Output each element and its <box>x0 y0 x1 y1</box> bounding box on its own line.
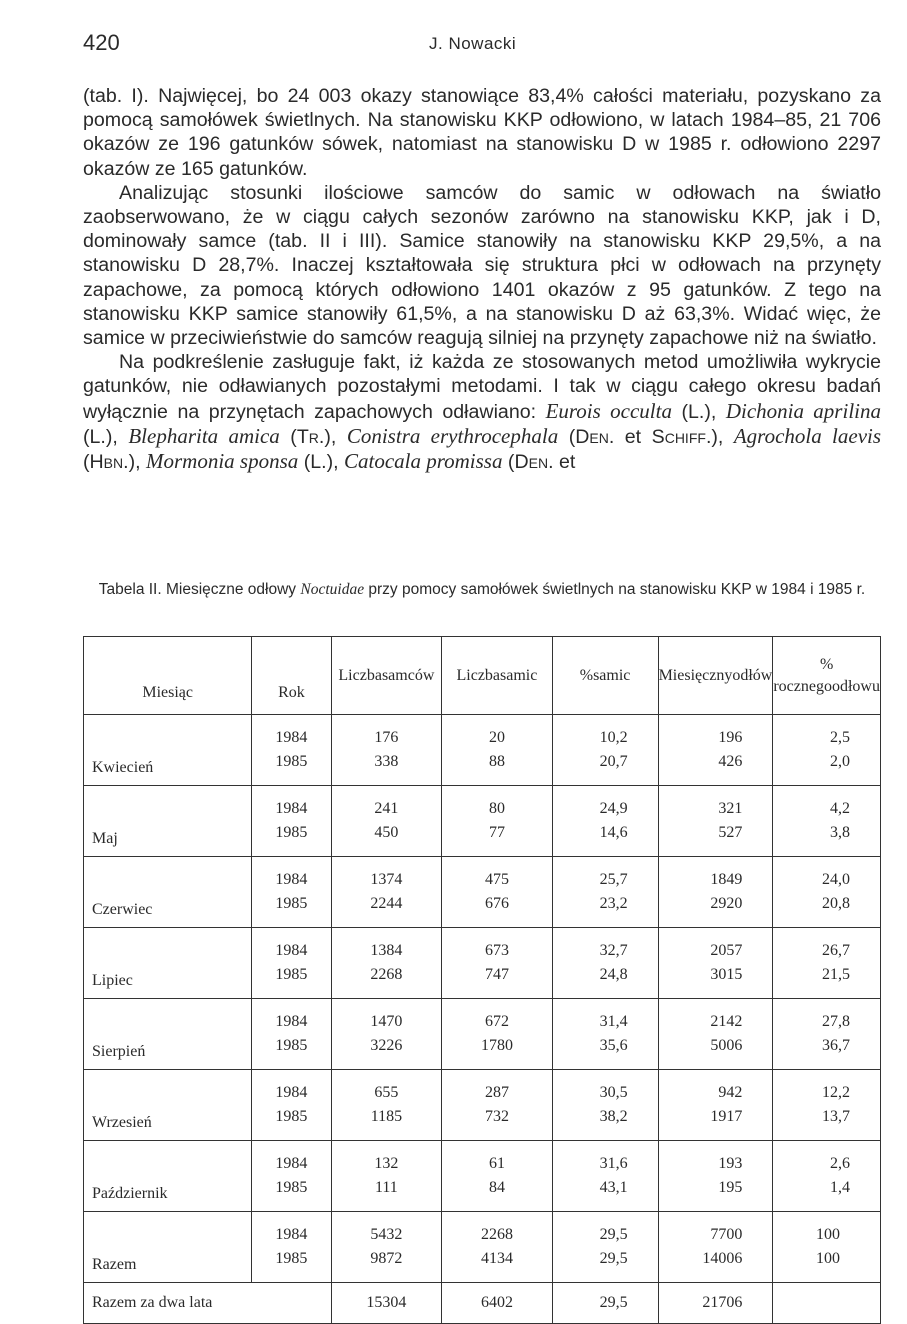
pct-cell <box>552 999 658 1070</box>
roczny-cell <box>773 1141 881 1212</box>
pct-value: 29,5 <box>599 1250 628 1267</box>
total-samice: 6402 <box>442 1283 552 1324</box>
pct-value: 10,2 <box>599 729 628 746</box>
p3-text: (L.), <box>671 400 726 423</box>
p3-text: . et <box>608 425 652 448</box>
pct-cell <box>552 1070 658 1141</box>
odlow-value: 14006 <box>702 1250 743 1267</box>
roczny-value: 2,6 <box>830 1155 850 1172</box>
samce-value: 132 <box>374 1155 399 1172</box>
odlow-value: 195 <box>718 1179 743 1196</box>
table-row <box>84 857 881 928</box>
pct-cell <box>552 1141 658 1212</box>
samice-value: 732 <box>484 1108 509 1125</box>
page-header <box>83 30 878 60</box>
month-cell: Sierpień <box>84 999 252 1070</box>
roczny-cell <box>773 999 881 1070</box>
year-value: 1984 <box>275 1013 308 1030</box>
table-header-row <box>84 637 881 715</box>
samce-value: 338 <box>374 753 399 770</box>
month-cell: Maj <box>84 786 252 857</box>
year-value: 1985 <box>275 824 308 841</box>
roczny-value: 36,7 <box>822 1037 850 1054</box>
samce-cell <box>331 928 442 999</box>
species-name: Blepharita amica <box>128 423 280 448</box>
pct-value: 14,6 <box>599 824 628 841</box>
roczny-value: 20,8 <box>822 895 850 912</box>
samce-cell <box>331 1141 442 1212</box>
samice-cell <box>442 1141 552 1212</box>
caption-taxon: Noctuidae <box>300 581 365 598</box>
samce-value: 1185 <box>370 1108 403 1125</box>
pct-cell <box>552 928 658 999</box>
header-rocznego <box>773 637 881 715</box>
author-abbrev: Tr <box>296 425 319 448</box>
header-line: odłowu <box>831 677 880 695</box>
odlow-value: 2142 <box>710 1013 743 1030</box>
p3-text: .), <box>123 451 146 474</box>
paragraph-3 <box>83 350 881 474</box>
pct-value: 24,9 <box>599 800 628 817</box>
header-line: samców <box>381 666 435 684</box>
samce-cell <box>331 786 442 857</box>
year-value: 1984 <box>275 1084 308 1101</box>
table-row <box>84 715 881 786</box>
samice-value: 88 <box>488 753 505 770</box>
roczny-value: 1,4 <box>830 1179 850 1196</box>
year-value: 1985 <box>275 966 308 983</box>
samice-cell <box>442 1212 552 1283</box>
samce-cell <box>331 857 442 928</box>
odlow-cell <box>658 786 773 857</box>
running-head-author: J. Nowacki <box>429 34 517 53</box>
roczny-value: 4,2 <box>830 800 850 817</box>
odlow-cell <box>658 928 773 999</box>
odlow-cell <box>658 1141 773 1212</box>
samice-value: 475 <box>484 871 509 888</box>
samice-value: 747 <box>484 966 509 983</box>
samce-value: 2244 <box>370 895 403 912</box>
total-pct: 29,5 <box>552 1283 658 1324</box>
year-cell <box>252 1212 331 1283</box>
species-name: Eurois occulta <box>545 398 672 423</box>
roczny-value: 24,0 <box>822 871 850 888</box>
samce-cell <box>331 1212 442 1283</box>
month-cell: Czerwiec <box>84 857 252 928</box>
roczny-cell <box>773 1212 881 1283</box>
year-cell <box>252 715 331 786</box>
pct-value: 29,5 <box>599 1226 628 1243</box>
samice-value: 61 <box>488 1155 505 1172</box>
samce-value: 1470 <box>370 1013 403 1030</box>
species-name: Agrochola laevis <box>733 423 882 448</box>
odlow-value: 1849 <box>710 871 743 888</box>
table-total-row <box>84 1283 881 1324</box>
samce-cell <box>331 1070 442 1141</box>
pct-value: 23,2 <box>599 895 628 912</box>
samice-cell <box>442 786 552 857</box>
samice-cell <box>442 999 552 1070</box>
year-value: 1984 <box>275 942 308 959</box>
year-value: 1984 <box>275 1155 308 1172</box>
p3-text: (L.), <box>83 425 129 448</box>
odlow-value: 3015 <box>710 966 743 983</box>
header-line: odłów <box>732 666 773 684</box>
page-number: 420 <box>83 30 120 55</box>
samce-value: 111 <box>374 1179 398 1196</box>
odlow-value: 193 <box>718 1155 743 1172</box>
roczny-value: 26,7 <box>822 942 850 959</box>
pct-cell <box>552 715 658 786</box>
odlow-cell <box>658 999 773 1070</box>
samice-value: 77 <box>488 824 505 841</box>
roczny-cell <box>773 1070 881 1141</box>
samice-value: 4134 <box>480 1250 513 1267</box>
samice-value: 672 <box>484 1013 509 1030</box>
species-name: Dichonia aprilina <box>725 398 881 423</box>
header-line: Miesięczny <box>658 666 733 684</box>
samce-value: 3226 <box>370 1037 403 1054</box>
pct-value: 43,1 <box>599 1179 628 1196</box>
samice-value: 2268 <box>480 1226 513 1243</box>
pct-value: 25,7 <box>599 871 628 888</box>
p3-text: .), <box>318 425 347 448</box>
header-line: samic <box>500 666 538 684</box>
samice-cell <box>442 928 552 999</box>
odlow-value: 2920 <box>710 895 743 912</box>
samce-value: 5432 <box>370 1226 403 1243</box>
roczny-cell <box>773 786 881 857</box>
samce-value: 241 <box>374 800 399 817</box>
samce-value: 176 <box>374 729 399 746</box>
table-row <box>84 1070 881 1141</box>
odlow-value: 7700 <box>710 1226 743 1243</box>
month-cell: Kwiecień <box>84 715 252 786</box>
roczny-cell <box>773 928 881 999</box>
roczny-value: 100 <box>816 1250 840 1267</box>
p3-text: ( <box>279 425 297 448</box>
table-caption <box>83 579 881 601</box>
header-line: Liczba <box>338 666 382 684</box>
samice-value: 80 <box>488 800 505 817</box>
header-pct-samic <box>552 637 658 715</box>
header-line: Liczba <box>456 666 501 684</box>
p3-text: ( <box>558 425 576 448</box>
roczny-value: 2,0 <box>830 753 850 770</box>
odlow-cell <box>658 715 773 786</box>
pct-value: 30,5 <box>599 1084 628 1101</box>
total-odlow: 21706 <box>658 1283 773 1324</box>
odlow-cell <box>658 857 773 928</box>
samce-value: 2268 <box>370 966 403 983</box>
year-cell <box>252 1070 331 1141</box>
roczny-value: 100 <box>816 1226 840 1243</box>
pct-value: 31,6 <box>599 1155 628 1172</box>
year-value: 1984 <box>275 871 308 888</box>
year-value: 1985 <box>275 1108 308 1125</box>
year-cell <box>252 999 331 1070</box>
header-line: % rocznego <box>773 655 834 695</box>
paragraph-1: (tab. I). Najwięcej, bo 24 003 okazy stanowiące 83,4% całości materiału, pozyskano za pomocą samołówek świetlnych. Na stanowisku KKP odłowiono, w latach 1984–85, 21 706 okazów ze 196 gatunków sówek, natomiast na stanowisku D w 1985 r. odłowiono 2297 okazów ze 165 gatunków. <box>83 85 881 180</box>
odlow-value: 5006 <box>710 1037 743 1054</box>
year-cell <box>252 786 331 857</box>
samice-cell <box>442 857 552 928</box>
roczny-value: 12,2 <box>822 1084 850 1101</box>
body-text <box>83 84 881 474</box>
samce-cell <box>331 999 442 1070</box>
table-row <box>84 999 881 1070</box>
samce-value: 450 <box>374 824 399 841</box>
species-name: Catocala promissa <box>344 449 503 474</box>
samice-cell <box>442 1070 552 1141</box>
table-row <box>84 786 881 857</box>
roczny-value: 27,8 <box>822 1013 850 1030</box>
samice-value: 676 <box>484 895 509 912</box>
monthly-catch-table <box>83 636 881 1324</box>
year-cell <box>252 1141 331 1212</box>
author-abbrev: Schiff <box>651 425 706 448</box>
year-cell <box>252 928 331 999</box>
samce-cell <box>331 715 442 786</box>
header-line: samic <box>593 666 631 684</box>
samice-value: 1780 <box>480 1037 513 1054</box>
year-value: 1985 <box>275 753 308 770</box>
year-value: 1984 <box>275 1226 308 1243</box>
year-cell <box>252 857 331 928</box>
total-samce: 15304 <box>331 1283 442 1324</box>
month-cell: Lipiec <box>84 928 252 999</box>
odlow-value: 527 <box>718 824 743 841</box>
year-value: 1985 <box>275 1037 308 1054</box>
year-value: 1985 <box>275 895 308 912</box>
odlow-value: 1917 <box>710 1108 743 1125</box>
roczny-value: 13,7 <box>822 1108 850 1125</box>
samce-value: 9872 <box>370 1250 403 1267</box>
pct-value: 32,7 <box>599 942 628 959</box>
header-miesiac: Miesiąc <box>84 637 252 715</box>
header-samice <box>442 637 552 715</box>
author-abbrev: Den <box>575 425 609 448</box>
odlow-cell <box>658 1070 773 1141</box>
table-row <box>84 928 881 999</box>
caption-prefix: Tabela II. Miesięczne odłowy <box>98 581 301 598</box>
roczny-value: 21,5 <box>822 966 850 983</box>
samice-value: 20 <box>488 729 505 746</box>
total-label: Razem za dwa lata <box>84 1283 332 1324</box>
paragraph-2: Analizując stosunki ilościowe samców do samic w odłowach na światło zaobserwowano, że w ciągu całych sezonów zarówno na stanowisku KKP, jak i D, dominowały samce (tab. II i III). Samice stanowiły na stanowisku KKP 29,5%, a na stanowisku D 28,7%. Inaczej kształtowała się struktura płci w odłowach na przynęty zapachowe, za pomocą których odłowiono 1401 okazów z 95 gatunków. Z tego na stanowisku KKP samice stanowiły 61,5%, a na stanowisku D aż 63,3%. Widać więc, że samice w przeciwieństwie do samców reagują silniej na przynęty zapachowe niż na światło. <box>83 181 881 350</box>
pct-cell <box>552 857 658 928</box>
month-cell: Październik <box>84 1141 252 1212</box>
odlow-value: 321 <box>718 800 743 817</box>
odlow-value: 942 <box>718 1084 743 1101</box>
author-abbrev: Den <box>514 451 549 474</box>
p3-text: .), <box>705 425 734 448</box>
samce-value: 1384 <box>370 942 403 959</box>
header-rok: Rok <box>252 637 331 715</box>
pct-value: 38,2 <box>599 1108 628 1125</box>
p3-text: ( <box>83 451 90 474</box>
table-row <box>84 1141 881 1212</box>
species-name: Mormonia sponsa <box>146 449 299 474</box>
pct-cell <box>552 1212 658 1283</box>
p3-text: ( <box>502 451 515 474</box>
pct-value: 35,6 <box>599 1037 628 1054</box>
samce-value: 1374 <box>370 871 403 888</box>
samice-value: 673 <box>484 942 509 959</box>
odlow-value: 2057 <box>710 942 743 959</box>
roczny-cell <box>773 715 881 786</box>
p3-text: (L.), <box>298 451 344 474</box>
year-value: 1985 <box>275 1250 308 1267</box>
samce-value: 655 <box>374 1084 399 1101</box>
p3-text: . et <box>548 451 576 474</box>
month-cell: Razem <box>84 1212 252 1283</box>
caption-suffix: przy pomocy samołówek świetlnych na stanowisku KKP w 1984 i 1985 r. <box>364 581 866 598</box>
header-miesieczny <box>658 637 773 715</box>
header-samce <box>331 637 442 715</box>
table-row <box>84 1212 881 1283</box>
roczny-value: 3,8 <box>830 824 850 841</box>
odlow-value: 426 <box>718 753 743 770</box>
samice-value: 287 <box>484 1084 509 1101</box>
pct-value: 31,4 <box>599 1013 628 1030</box>
author-abbrev: Hbn <box>89 451 124 474</box>
pct-cell <box>552 786 658 857</box>
year-value: 1984 <box>275 800 308 817</box>
year-value: 1985 <box>275 1179 308 1196</box>
p3-text: Na podkreślenie zasługuje fakt, iż każda ze stosowanych metod umożliwiła wykrycie gatunków, nie odławianych pozostałymi metodami. I tak w ciągu całego okresu badań wyłącznie na przynętach zapachowych odławiano: <box>83 351 881 423</box>
samice-cell <box>442 715 552 786</box>
header-line: % <box>579 666 594 684</box>
odlow-cell <box>658 1212 773 1283</box>
samice-value: 84 <box>488 1179 505 1196</box>
pct-value: 20,7 <box>599 753 628 770</box>
odlow-value: 196 <box>718 729 743 746</box>
year-value: 1984 <box>275 729 308 746</box>
total-empty-cell <box>773 1283 881 1324</box>
species-name: Conistra erythrocephala <box>346 423 559 448</box>
month-cell: Wrzesień <box>84 1070 252 1141</box>
pct-value: 24,8 <box>599 966 628 983</box>
roczny-value: 2,5 <box>830 729 850 746</box>
roczny-cell <box>773 857 881 928</box>
